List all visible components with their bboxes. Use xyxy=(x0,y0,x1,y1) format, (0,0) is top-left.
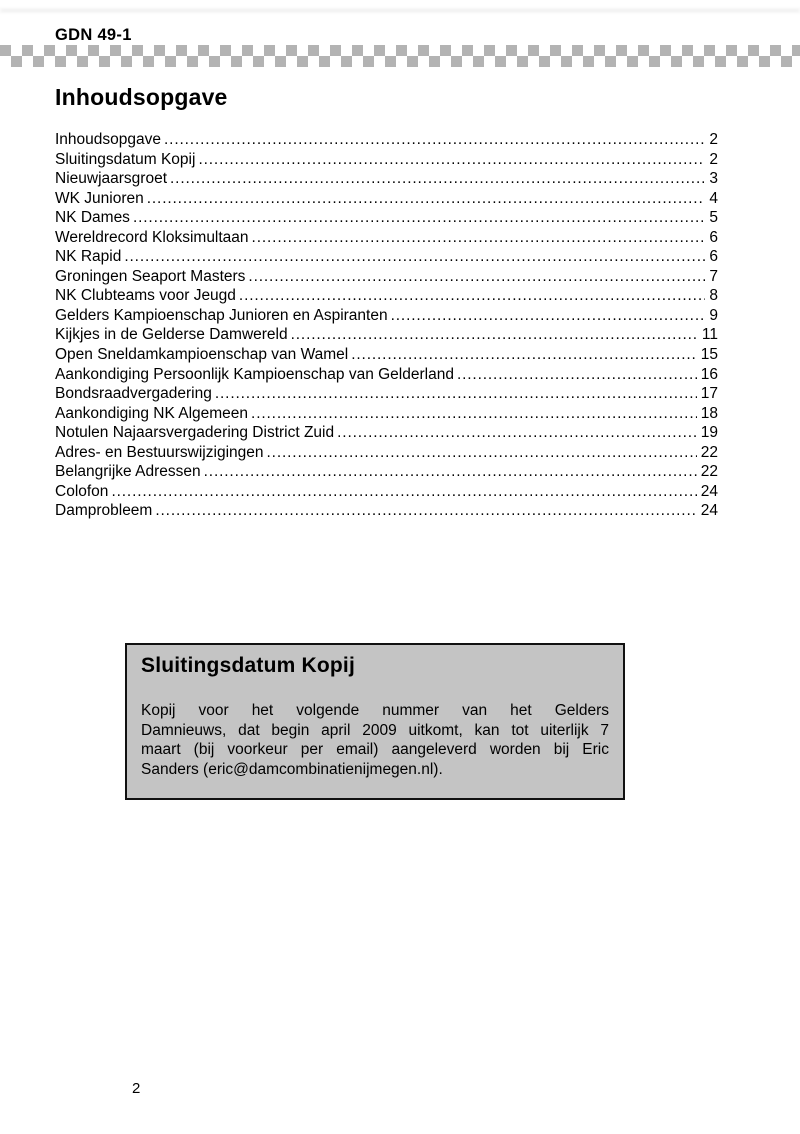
toc-entry-label: Damprobleem xyxy=(55,502,153,520)
toc-entry-page: 7 xyxy=(709,267,718,285)
toc-entry-label: NK Clubteams voor Jeugd xyxy=(55,287,236,305)
toc-entry-label: Kijkjes in de Gelderse Damwereld xyxy=(55,326,288,344)
toc-entry-label: Belangrijke Adressen xyxy=(55,463,201,481)
toc-entry xyxy=(55,345,718,365)
toc-entry xyxy=(55,306,718,326)
kopij-box-body xyxy=(141,701,609,779)
toc-entry xyxy=(55,443,718,463)
toc-entry xyxy=(55,169,718,189)
toc-entry-label: Gelders Kampioenschap Junioren en Aspiranten xyxy=(55,306,388,324)
toc-leader-dots xyxy=(291,325,698,345)
toc-entry-page: 18 xyxy=(700,404,718,422)
toc-leader-dots xyxy=(111,482,696,502)
toc-entry-label: Inhoudsopgave xyxy=(55,131,162,148)
toc-entry xyxy=(55,228,718,248)
toc-leader-dots xyxy=(457,365,697,385)
toc-entry-page: 15 xyxy=(700,346,718,364)
toc-entry xyxy=(55,423,718,443)
toc-entry-label: Colofon xyxy=(55,482,109,500)
toc-entry-label: Notulen Najaarsvergadering District Zuid xyxy=(55,424,335,442)
toc-entry xyxy=(55,267,718,287)
toc-leader-dots xyxy=(251,404,697,424)
kopij-box-body-line: Sanders (eric@damcombinatienijmegen.nl). xyxy=(141,760,443,778)
toc-entry-label: WK Junioren xyxy=(55,189,144,207)
page-number: 2 xyxy=(132,1080,141,1097)
toc-entry xyxy=(55,189,718,209)
toc-leader-dots xyxy=(133,208,705,228)
toc-entry-label: Aankondiging NK Algemeen xyxy=(55,404,249,422)
kopij-box-body-line: Kopij voor het volgende nummer van het Gelders xyxy=(141,702,609,719)
toc-leader-dots xyxy=(351,345,697,365)
page-title: Inhoudsopgave xyxy=(55,84,228,110)
toc-entry-page: 22 xyxy=(700,463,718,481)
issue-header: GDN 49-1 xyxy=(55,26,132,44)
toc-entry xyxy=(55,150,718,170)
toc-leader-dots xyxy=(124,247,705,267)
toc-entry xyxy=(55,365,718,385)
toc-entry-page: 8 xyxy=(709,287,718,305)
toc-entry-page: 24 xyxy=(700,482,718,500)
toc-entry xyxy=(55,325,718,345)
toc-entry xyxy=(55,130,718,150)
toc-leader-dots xyxy=(267,443,697,463)
toc-leader-dots xyxy=(155,501,696,521)
toc-entry-page: 9 xyxy=(709,306,718,324)
toc-leader-dots xyxy=(215,384,697,404)
toc-entry-label: Nieuwjaarsgroet xyxy=(55,170,167,188)
toc-entry xyxy=(55,286,718,306)
toc-entry-page: 19 xyxy=(700,424,718,442)
toc-entry xyxy=(55,462,718,482)
toc-entry-page: 11 xyxy=(701,326,718,344)
toc-entry-page: 24 xyxy=(700,502,718,520)
toc-leader-dots xyxy=(248,267,705,287)
toc-entry-page: 2 xyxy=(709,131,718,148)
toc-entry-page: 2 xyxy=(709,150,718,168)
kopij-deadline-box xyxy=(125,643,625,800)
toc-entry xyxy=(55,501,718,521)
kopij-box-body-line: maart (bij voorkeur per email) aangeleverd worden bij Eric xyxy=(141,741,609,758)
toc-entry-label: Adres- en Bestuurswijzigingen xyxy=(55,443,264,461)
toc-leader-dots xyxy=(204,462,697,482)
toc-entry-page: 4 xyxy=(709,189,718,207)
toc-entry xyxy=(55,208,718,228)
toc-entry-page: 5 xyxy=(709,209,718,227)
toc-entry-page: 6 xyxy=(709,228,718,246)
toc-leader-dots xyxy=(170,169,705,189)
toc-entry-label: NK Rapid xyxy=(55,248,122,266)
toc-entry-label: Wereldrecord Kloksimultaan xyxy=(55,228,249,246)
toc-leader-dots xyxy=(252,228,706,248)
toc-entry-page: 22 xyxy=(700,443,718,461)
toc-entry xyxy=(55,482,718,502)
kopij-box-body-line: Damnieuws, dat begin april 2009 uitkomt, kan tot uiterlijk 7 xyxy=(141,721,609,739)
checkered-divider xyxy=(0,45,800,67)
toc-entry xyxy=(55,404,718,424)
toc-entry-page: 3 xyxy=(709,170,718,188)
toc-entry-label: Bondsraadvergadering xyxy=(55,385,212,403)
toc-leader-dots xyxy=(147,189,706,209)
toc-entry-label: Aankondiging Persoonlijk Kampioenschap van Gelderland xyxy=(55,365,454,383)
toc-list xyxy=(55,130,718,521)
toc-entry xyxy=(55,247,718,267)
toc-leader-dots xyxy=(239,286,705,306)
toc-leader-dots xyxy=(198,150,705,170)
toc-entry-page: 17 xyxy=(700,385,718,403)
toc-entry-label: Open Sneldamkampioenschap van Wamel xyxy=(55,346,349,364)
toc-entry-label: Sluitingsdatum Kopij xyxy=(55,150,196,168)
toc-entry-page: 16 xyxy=(700,365,718,383)
toc-leader-dots xyxy=(391,306,706,326)
toc-leader-dots xyxy=(337,423,697,443)
toc-leader-dots xyxy=(164,130,705,150)
toc-entry-page: 6 xyxy=(709,248,718,266)
kopij-box-title: Sluitingsdatum Kopij xyxy=(141,654,355,677)
toc-entry-label: NK Dames xyxy=(55,209,130,227)
toc-entry-label: Groningen Seaport Masters xyxy=(55,267,246,285)
toc-entry xyxy=(55,384,718,404)
scan-artifact-line xyxy=(0,9,800,12)
